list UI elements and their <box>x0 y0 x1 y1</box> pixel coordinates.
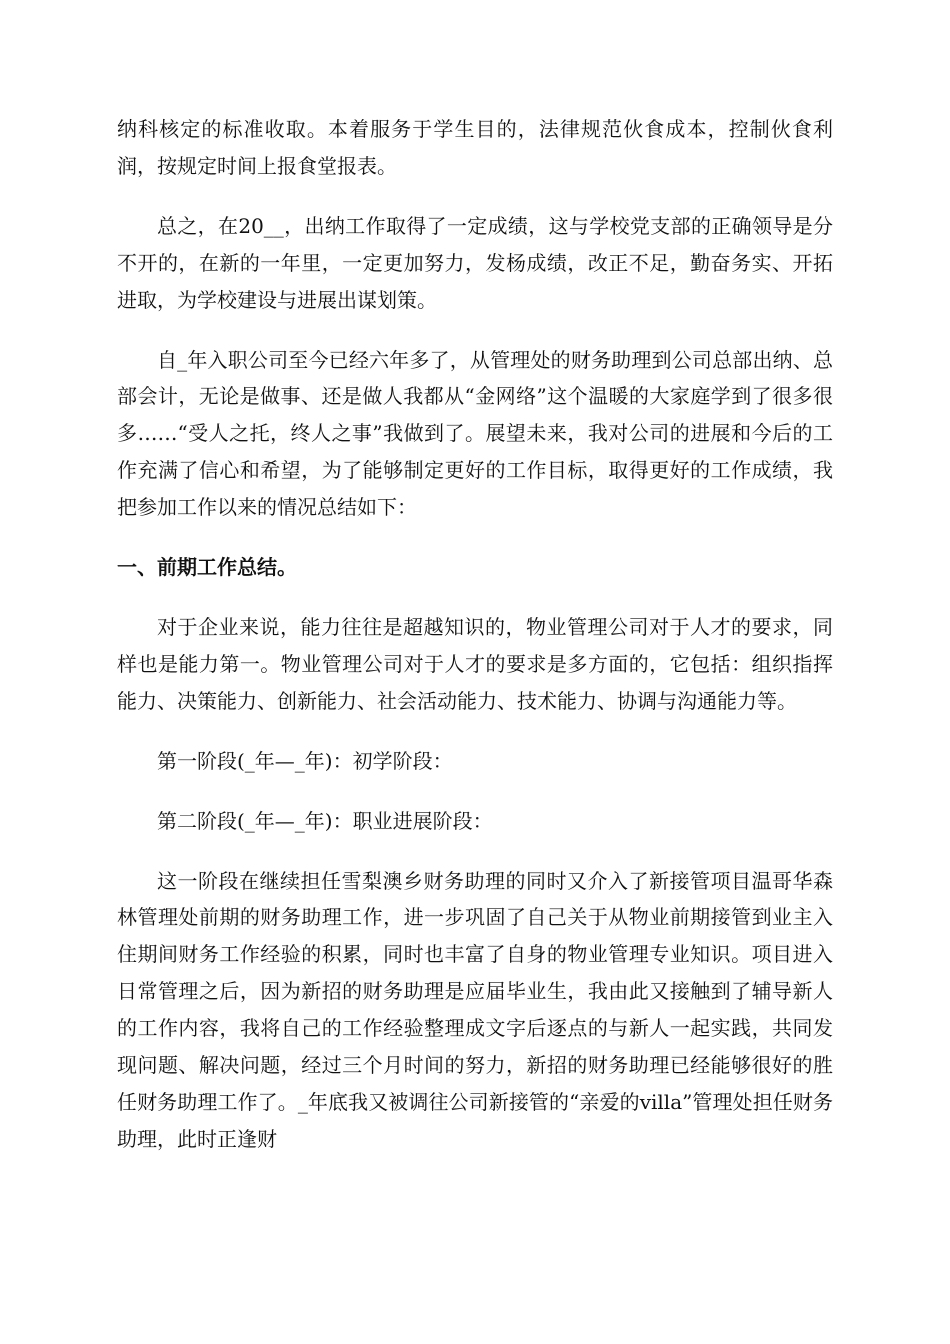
paragraph-ability-requirements: 对于企业来说，能力往往是超越知识的，物业管理公司对于人才的要求，同样也是能力第一。物业管理公司对于人才的要求是多方面的，它包括：组织指挥能力、决策能力、创新能力、社会活动能力、技术能力、协调与沟通能力等。 <box>117 614 833 713</box>
paragraph-career-intro: 自_年入职公司至今已经六年多了，从管理处的财务助理到公司总部出纳、总部会计，无论是做事、还是做人我都从“金网络”这个温暖的大家庭学到了很多很多……“受人之托，终人之事”我做到了。展望未来，我对公司的进展和今后的工作充满了信心和希望，为了能够制定更好的工作目标，取得更好的工作成绩，我把参加工作以来的情况总结如下： <box>117 347 833 520</box>
paragraph-stage-two-detail: 这一阶段在继续担任雪梨澳乡财务助理的同时又介入了新接管项目温哥华森林管理处前期的财务助理工作，进一步巩固了自己关于从物业前期接管到业主入住期间财务工作经验的积累，同时也丰富了自身的物业管理专业知识。项目进入日常管理之后，因为新招的财务助理是应届毕业生，我由此又接触到了辅导新人的工作内容，我将自己的工作经验整理成文字后逐点的与新人一起实践，共同发现问题、解决问题，经过三个月时间的努力，新招的财务助理已经能够很好的胜任财务助理工作了。_年底我又被调往公司新接管的“亲爱的villa”管理处担任财务助理，此时正逢财 <box>117 868 833 1151</box>
paragraph-stage-one: 第一阶段(_年—_年)：初学阶段： <box>157 748 453 773</box>
paragraph-canteen-report: 纳科核定的标准收取。本着服务于学生目的，法律规范伙食成本，控制伙食利润，按规定时间上报食堂报表。 <box>117 117 833 178</box>
section-heading-early-work: 一、前期工作总结。 <box>117 555 297 580</box>
paragraph-stage-two: 第二阶段(_年—_年)：职业进展阶段： <box>157 808 493 833</box>
document-page <box>117 111 833 1181</box>
paragraph-summary-conclusion: 总之，在20__，出纳工作取得了一定成绩，这与学校党支部的正确领导是分不开的，在新的一年里，一定更加努力，发杨成绩，改正不足，勤奋务实、开拓进取，为学校建设与进展出谋划策。 <box>117 213 833 312</box>
